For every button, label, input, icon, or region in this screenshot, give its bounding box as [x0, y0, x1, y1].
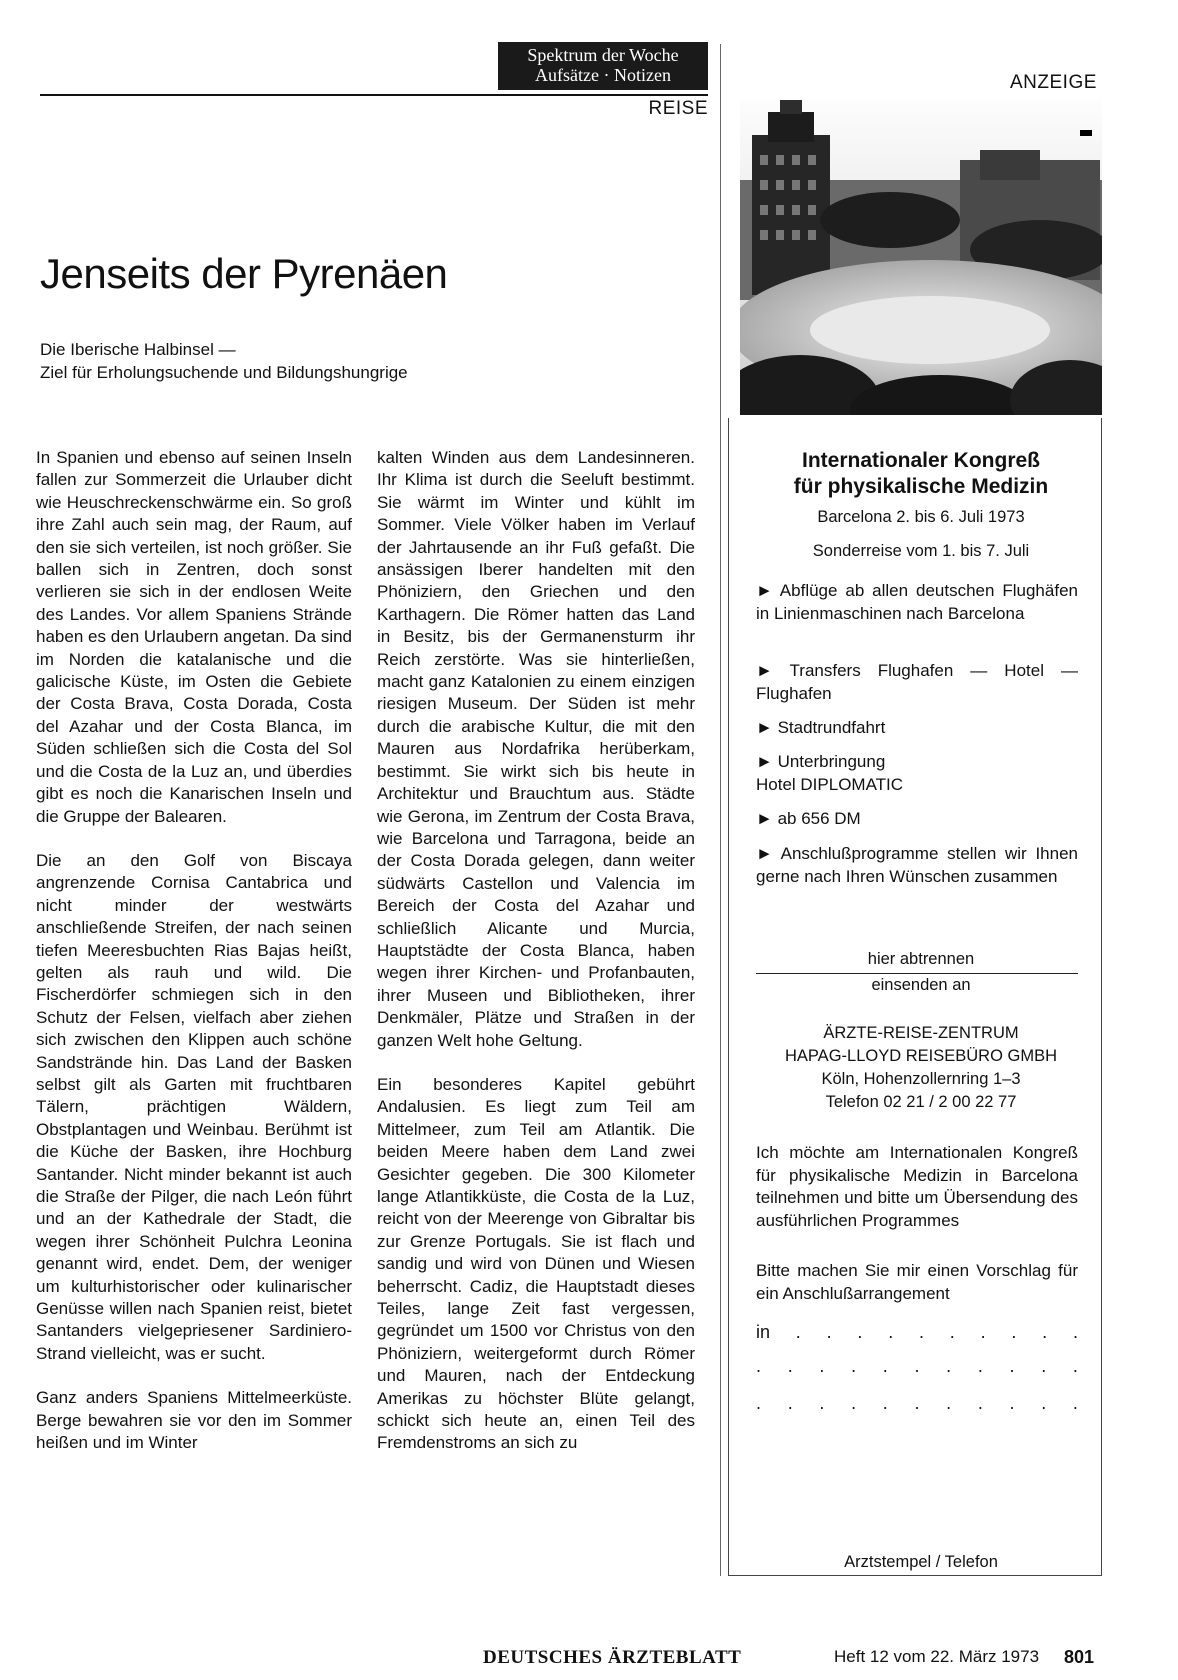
paragraph: Ganz anders Spaniens Mittelmeerküste. Berge bewahren sie vor den im Sommer heißen und im Winter [36, 1388, 352, 1453]
rubric-line-2: Aufsätze · Notizen [535, 65, 671, 85]
paragraph: Ein besonderes Kapitel gebührt Andalusien. Es liegt zum Teil am Mittelmeer, zum Teil am Atlantik. Die beiden Meere haben dem Land zwei Gesichter gegeben. Die 300 Kilometer lange Atlantikküste, die Costa de la Luz, reicht von der Meerenge von Gibraltar bis zur Grenze Portugals. Sie ist flach und sandig und wird von Dünen und Wiesen beherrscht. Cadiz, die Hauptstadt dieses Teiles, lange Zeit fast vergessen, gegründet um 1500 vor Christus von den Phöniziern, weitergeformt durch Römer und Mauren, nach der Entdeckung Amerikas zu höchster Blüte gelangt, schickt sich heute an, einen Teil des Fremdenstroms an sich zu [377, 1074, 695, 1453]
ad-bullet: ► ab 656 DM [756, 809, 861, 828]
ad-place-date: Barcelona 2. bis 6. Juli 1973 [817, 508, 1025, 526]
ad-bullet: ► Stadtrundfahrt [756, 718, 886, 737]
arrangement-request-text: Bitte machen Sie mir einen Vorschlag für ein Anschlußarrangement [756, 1261, 1078, 1303]
article-title: Jenseits der Pyrenäen [40, 250, 448, 297]
ad-label: ANZEIGE [1010, 72, 1097, 93]
cut-here-label: hier abtrennen [867, 950, 975, 968]
ad-bullet: ► Abflüge ab allen deutschen Flughäfen in Linienmaschinen nach Barcelona [756, 581, 1078, 623]
issue-info: Heft 12 vom 22. März 1973 [834, 1647, 1040, 1666]
page-number: 801 [1064, 1647, 1095, 1667]
section-rubric [498, 42, 708, 90]
address-line: Köln, Hohenzollernring 1–3 [821, 1070, 1021, 1088]
ad-title-line-2: für physikalische Medizin [793, 475, 1049, 498]
column-divider [720, 44, 721, 1576]
ad-bullet-text: Unterbringung [777, 752, 886, 771]
paragraph: Die an den Golf von Biscaya angrenzende Cornisa Cantabrica und nicht minder der westwärts anschließende Streifen, der nach seinen tiefen Meeresbuchten Rias Bajas heißt, gelten als rauh und wild. Die Fischerdörfer schmiegen sich in den Schutz der Felsen, vielfach aber ziehen sich zwischen den Klippen auch schöne Sandstrände hin. Das Land der Basken selbst gilt als Garten mit fruchtbaren Tälern, prächtigen Wäldern, Obstplantagen und Weinbau. Berühmt ist die Küche der Basken, ihre Hochburg Santander. Nicht minder bekannt ist auch die Straße der Pilger, die nach León führt und an der Kathedrale der Stadt, die wegen ihrer Schönheit Pulchra Leonina genannt wird, endet. Dem, der weniger um kulturhistorischer oder kulinarischer Genüsse willen nach Spanien reist, bietet Santanders vielgepriesener Sardiniero-Strand vielleicht, was er sucht. [36, 850, 352, 1363]
journal-masthead: DEUTSCHES ÄRZTEBLATT [483, 1647, 742, 1668]
ad-title [740, 448, 1102, 500]
destination-field-line[interactable]: . . . . . . . . . . . [756, 1393, 1078, 1413]
ad-title-line-1: Internationaler Kongreß [801, 449, 1041, 472]
order-form-text: Ich möchte am Internationalen Kongreß für physikalische Medizin in Barcelona teilnehmen und bitte um Übersendung des ausführlichen Programmes [756, 1143, 1078, 1230]
ad-bullet-text: Anschlußprogramme stellen wir Ihnen gerne nach Ihren Wünschen zusammen [756, 844, 1078, 886]
paragraph: In Spanien und ebenso auf seinen Inseln fallen zur Sommerzeit die Urlauber dicht wie Heuschreckenschwärme ein. So groß ihre Zahl auch sein mag, der Raum, auf den sie sich verteilen, ist noch größer. Sie ballen sich in Zentren, doch sonst verlieren sie sich in der endlosen Weite des Landes. Vor allem Spaniens Strände haben es den Urlaubern angetan. Da sind im Norden die katalanische und die galicische Küste, im Osten die Gebiete der Costa Brava, Costa Dorada, Costa del Azahar und der Costa Blanca, im Süden schließen sich die Costa del Sol und die Costa de la Luz an, und überdies gibt es noch die Kanarischen Inseln und die Gruppe der Balearen. [36, 448, 352, 826]
stamp-label: Arztstempel / Telefon [844, 1553, 998, 1571]
in-label: in [756, 1322, 771, 1342]
paragraph: kalten Winden aus dem Landesinneren. Ihr Klima ist durch die Seeluft bestimmt. Sie wärmt im Winter und kühlt im Sommer. Viele Völker haben im Verlauf der Jahrtausende an ihr Fuß gefaßt. Die ansässigen Iberer handelten mit den Phöniziern, den Griechen und den Karthagern. Die Römer hatten das Land in Besitz, bis der Germanensturm ihr Reich zerstörte. Was sie hinterließen, macht ganz Katalonien zu einem einzigen riesigen Museum. Der Süden ist mehr durch die arabische Kultur, die mit den Mauren aus Nordafrika herüberkam, bestimmt. Sie wirkt sich bis heute in Architektur und Brauchtum aus. Städte wie Gerona, im Zentrum der Costa Brava, wie Barcelona und Tarragona, beide an der Costa Dorada gelegen, dann weiter südwärts Castellon und Valencia im Bereich der Costa del Azahar und schließlich Alicante und Murcia, Hauptstädte der Costa Blanca, haben wegen ihrer Kirchen- und Profanbauten, ihrer Museen und Bibliotheken, ihrer Denkmäler, Plätze und Straßen in der ganzen Welt hohe Geltung. [377, 448, 695, 1050]
destination-field-line[interactable]: . . . . . . . . . . . [756, 1356, 1078, 1376]
subtitle-line-2: Ziel für Erholungsuchende und Bildungshungrige [40, 363, 408, 382]
ad-bullet-text: Transfers Flughafen — Hotel — Flughafen [756, 661, 1078, 703]
article-column-2 [377, 447, 695, 1477]
rubric-line-1: Spektrum der Woche [527, 45, 679, 65]
address-line: HAPAG-LLOYD REISEBÜRO GMBH [784, 1047, 1057, 1065]
article-column-1 [36, 447, 352, 1476]
destination-field[interactable]: in . . . . . . . . . . [756, 1322, 1078, 1342]
article-subtitle [40, 338, 408, 384]
ad-bullet-text: ab 656 DM [777, 809, 861, 828]
subtitle-line-1: Die Iberische Halbinsel — [40, 340, 236, 359]
address-line: ÄRZTE-REISE-ZENTRUM [823, 1024, 1019, 1042]
ad-special-trip: Sonderreise vom 1. bis 7. Juli [812, 542, 1030, 560]
ad-bullet-text: Stadtrundfahrt [777, 718, 886, 737]
ad-address [740, 1022, 1102, 1114]
address-line: Telefon 02 21 / 2 00 22 77 [825, 1093, 1017, 1111]
ad-hotel-name: Hotel DIPLOMATIC [756, 774, 904, 794]
barcelona-photo [740, 100, 1102, 415]
ad-bullet: ► Unterbringung Hotel DIPLOMATIC [756, 752, 904, 794]
ad-bullet: ► Anschlußprogramme stellen wir Ihnen gerne nach Ihren Wünschen zusammen [756, 844, 1078, 886]
ad-bullet: ► Transfers Flughafen — Hotel — Flughafen [756, 661, 1078, 703]
section-label: REISE [648, 98, 708, 119]
cut-line [756, 973, 1078, 974]
header-rule [40, 94, 708, 96]
send-to-label: einsenden an [871, 976, 971, 994]
ad-bullet-text: Abflüge ab allen deutschen Flughäfen in Linienmaschinen nach Barcelona [756, 581, 1078, 623]
